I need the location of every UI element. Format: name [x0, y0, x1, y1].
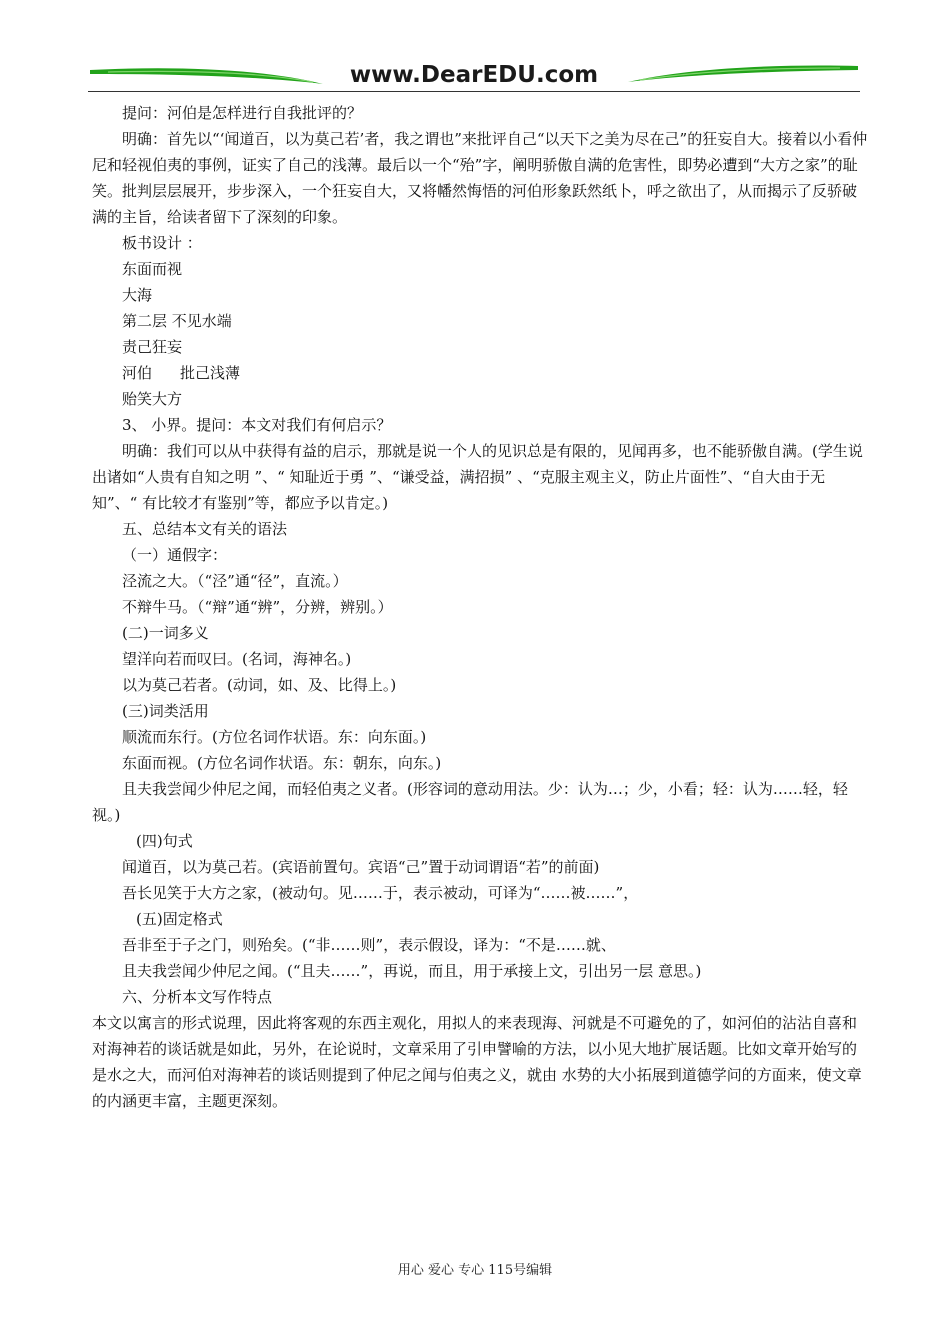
- grammar-item: 且夫我尝闻少仲尼之闻。(“且夫……”，再说，而且，用于承接上文，引出另一层 意思。): [122, 962, 702, 980]
- grammar-item: 吾长见笑于大方之家，(被动句。见……于，表示被动，可译为“……被……”，: [122, 884, 639, 902]
- page-footer: 用心 爱心 专心 115号编辑: [397, 1263, 553, 1278]
- grammar-item: 不辩牛马。（“辩”通“辨”，分辨，辨别。）: [122, 598, 393, 616]
- grammar-item: 以为莫己若者。(动词，如、及、比得上。): [122, 676, 397, 694]
- grammar-item: 泾流之大。（“泾”通“径”，直流。）: [122, 572, 348, 590]
- board-line: 责己狂妄: [122, 338, 183, 356]
- board-line: 东面而视: [122, 260, 183, 278]
- section-6-heading: 六、分析本文写作特点: [122, 988, 273, 1006]
- grammar-item: 闻道百，以为莫己若。(宾语前置句。宾语“己”置于动词谓语“若”的前面): [122, 858, 600, 876]
- section-3-heading: 3、 小界。提问：本文对我们有何启示？: [122, 416, 392, 434]
- grammar-4-title: (四)句式: [136, 832, 193, 850]
- header-divider: [88, 91, 860, 92]
- site-logo[interactable]: www.DearEDU.com: [349, 62, 599, 88]
- site-header: [88, 58, 860, 94]
- grammar-2-title: (二)一词多义: [122, 624, 209, 642]
- writing-features-paragraph: 本文以寓言的形式说理，因此将客观的东西主观化，用拟人的来表现海、河就是不可避免的了，如河伯的沾沾自喜和对海神若的谈话就是如此，另外，在论说时，文章采用了引申譬喻的方法，以小见大地扩展话题。比如文章开始写的是水之大，而河伯对海神若的谈话则提到了仲尼之闻与伯夷之义，就由 水势的大小拓展到道德学问的方面来，使文章的内涵更丰富，主题更深刻。: [92, 1014, 862, 1110]
- board-line: 大海: [122, 286, 153, 304]
- board-design-title: 板书设计 ：: [122, 234, 202, 252]
- answer-self-criticism: 明确：首先以“‘闻道百，以为莫己若’者，我之谓也”来批评自己“以天下之美为尽在己”的狂妄自大。接着以小看仲尼和轻视伯夷的事例，证实了自己的浅薄。最后以一个“殆”字，阐明骄傲自满的危害性，即势必遭到“大方之家”的耻笑。批判层层展开，步步深入，一个狂妄自大，又将幡然悔悟的河伯形象跃然纸卜，呼之欲出了，从而揭示了反骄破满的主旨，给读者留下了深刻的印象。: [92, 130, 868, 226]
- board-line: 贻笑大方: [122, 390, 183, 408]
- grammar-item: 吾非至于子之门，则殆矣。(“非……则”，表示假设，译为：“不是……就、: [122, 936, 616, 954]
- document-body: [92, 100, 868, 1114]
- grammar-5-title: (五)固定格式: [136, 910, 223, 928]
- board-line: 第二层 不见水端: [122, 312, 232, 330]
- answer-inspiration: 明确：我们可以从中获得有益的启示，那就是说一个人的见识总是有限的，见闻再多，也不能骄傲自满。(学生说出诸如“人贵有自知之明 ”、“ 知耻近于勇 ”、“谦受益，满招损” 、“克服主观主义，防止片面性”、“自大由于无知”、“ 有比较才有鉴别”等，都应予以肯定。): [92, 442, 863, 512]
- grammar-3-title: (三)词类活用: [122, 702, 209, 720]
- board-line-hebo: [92, 360, 868, 386]
- grammar-item: 东面而视。(方位名词作状语。东：朝东，向东。): [122, 754, 442, 772]
- question-self-criticism: 提问：河伯是怎样进行自我批评的？: [122, 104, 363, 122]
- grammar-1-title: （一）通假字：: [122, 546, 228, 564]
- board-hebo: 河伯: [122, 364, 153, 382]
- grammar-item: 望洋向若而叹曰。(名词，海神名。): [122, 650, 352, 668]
- board-pijin: 批己浅薄: [180, 364, 241, 382]
- grammar-item: 且夫我尝闻少仲尼之闻，而轻伯夷之义者。(形容词的意动用法。少：认为…；少，小看；轻：认为……轻，轻视。): [92, 780, 848, 824]
- grammar-item: 顺流而东行。(方位名词作状语。东：向东面。): [122, 728, 427, 746]
- section-5-heading: 五、总结本文有关的语法: [122, 520, 288, 538]
